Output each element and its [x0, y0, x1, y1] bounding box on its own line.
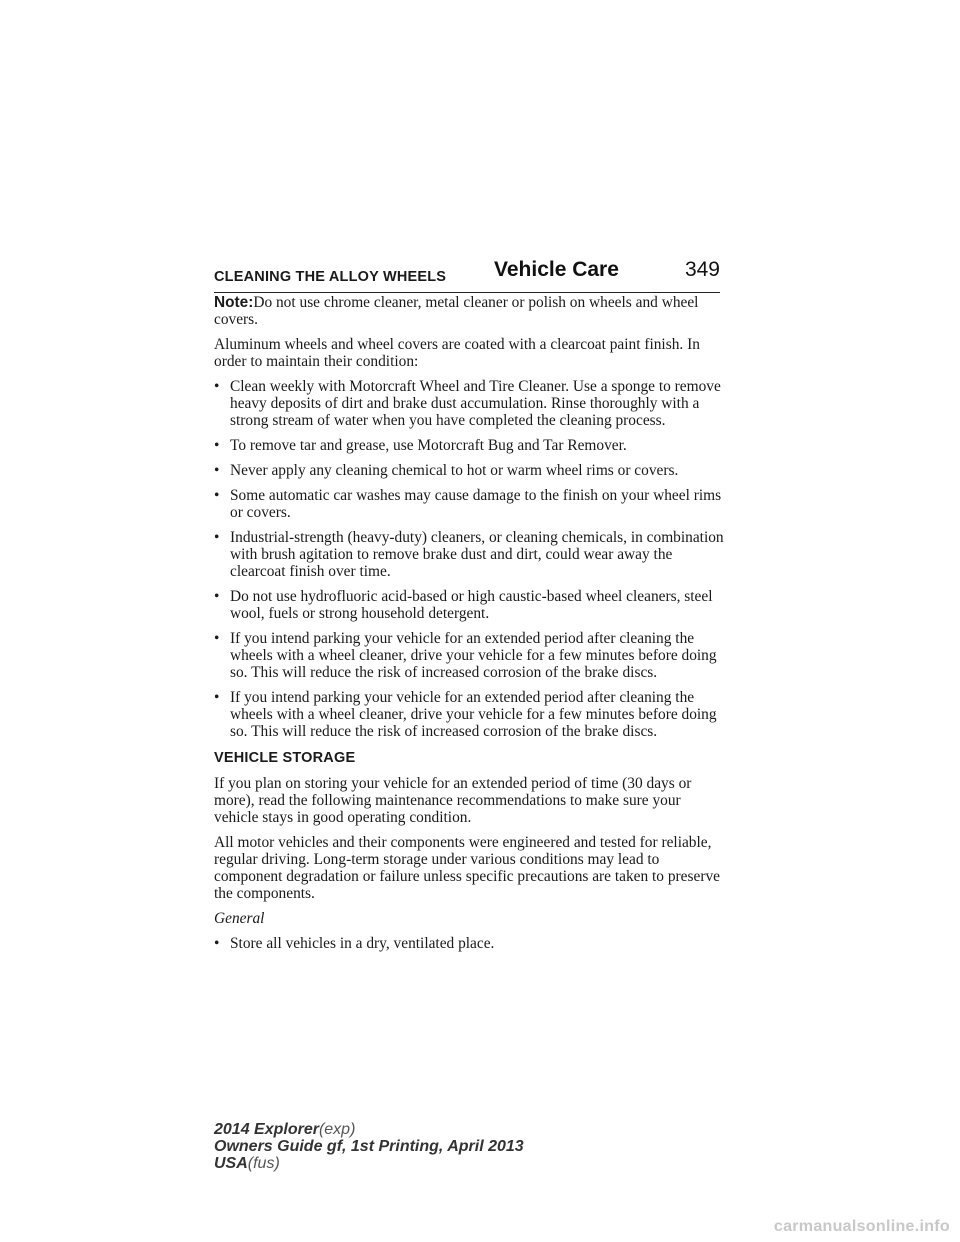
bullet-icon: •: [214, 462, 220, 479]
footer-line-3: USA(fus): [214, 1155, 280, 1172]
general-subheading: General: [214, 910, 265, 927]
list-item: • Industrial-strength (heavy-duty) cleaners, or cleaning chemicals, in combination with brush agitation to remove brake dust and dirt, could wear away the clearcoat finish over time.: [214, 529, 724, 580]
list-item: • Some automatic car washes may cause damage to the finish on your wheel rims or covers.: [214, 487, 722, 521]
bullet-icon: •: [214, 689, 220, 706]
bullet-icon: •: [214, 437, 220, 454]
storage-paragraph-2: All motor vehicles and their components were engineered and tested for reliable, regular driving. Long-term storage under various conditions may lead to component degradation or failure unless specific precautions are taken to preserve the components.: [214, 834, 720, 902]
note-paragraph: [214, 294, 724, 328]
bullet-icon: •: [214, 588, 220, 605]
alloy-wheels-heading: CLEANING THE ALLOY WHEELS: [214, 269, 447, 285]
footer-line-1: 2014 Explorer(exp): [214, 1121, 356, 1138]
list-item: • Never apply any cleaning chemical to hot or warm wheel rims or covers.: [214, 462, 679, 479]
bullet-icon: •: [214, 630, 220, 647]
print-footer: [214, 1121, 524, 1172]
alloy-intro-paragraph: Aluminum wheels and wheel covers are coated with a clearcoat paint finish. In order to maintain their condition:: [214, 336, 700, 370]
bullet-icon: •: [214, 487, 220, 504]
list-item: • If you intend parking your vehicle for an extended period after cleaning the wheels with a wheel cleaner, drive your vehicle for a few minutes before doing so. This will reduce the risk of increased corrosion of the brake discs.: [214, 689, 717, 740]
storage-paragraph-1: If you plan on storing your vehicle for an extended period of time (30 days or more), read the following maintenance recommendations to make sure your vehicle stays in good operating condition.: [214, 775, 692, 826]
storage-bullet-list: [214, 935, 724, 952]
note-text: Do not use chrome cleaner, metal cleaner or polish on wheels and wheel covers.: [214, 294, 699, 328]
vehicle-storage-heading: VEHICLE STORAGE: [214, 750, 356, 766]
list-item: • If you intend parking your vehicle for an extended period after cleaning the wheels with a wheel cleaner, drive your vehicle for a few minutes before doing so. This will reduce the risk of increased corrosion of the brake discs.: [214, 630, 717, 681]
note-label: Note:: [214, 294, 254, 311]
watermark: carmanualsonline.info: [773, 1218, 950, 1235]
list-item: • To remove tar and grease, use Motorcraft Bug and Tar Remover.: [214, 437, 627, 454]
list-item: • Do not use hydrofluoric acid-based or high caustic-based wheel cleaners, steel wool, fuels or strong household detergent.: [214, 588, 713, 622]
section-title: Vehicle Care: [494, 258, 619, 281]
bullet-icon: •: [214, 529, 220, 546]
bullet-icon: •: [214, 378, 220, 395]
list-item: • Store all vehicles in a dry, ventilated place.: [214, 935, 495, 952]
list-item: • Clean weekly with Motorcraft Wheel and Tire Cleaner. Use a sponge to remove heavy deposits of dirt and brake dust accumulation. Rinse thoroughly with a strong stream of water when you have completed the cleaning process.: [214, 378, 721, 429]
page-content: [214, 269, 724, 960]
footer-line-2: Owners Guide gf, 1st Printing, April 2013: [214, 1138, 524, 1155]
page-number: 349: [684, 258, 720, 281]
alloy-bullet-list: [214, 378, 724, 740]
bullet-icon: •: [214, 935, 220, 952]
